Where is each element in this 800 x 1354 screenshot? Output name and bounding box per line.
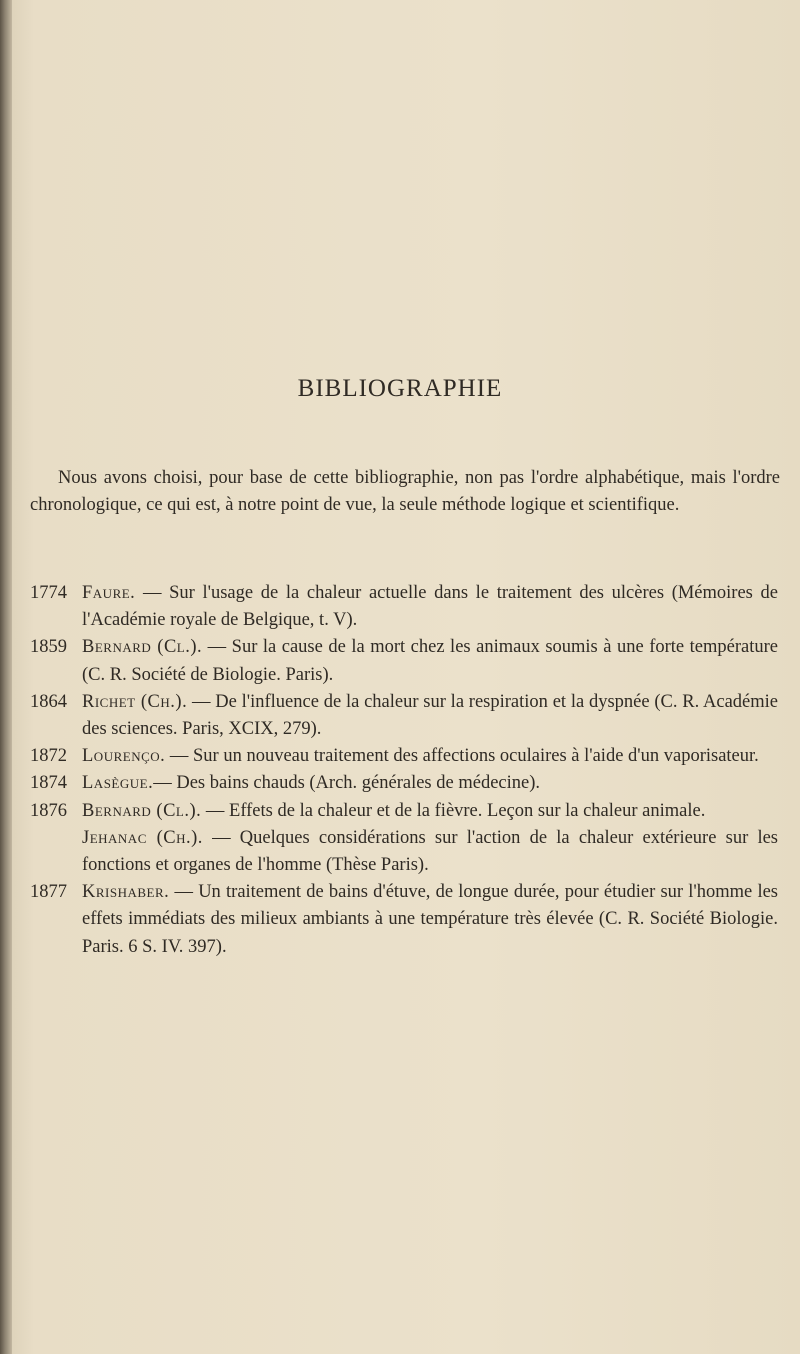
bibliography-entry <box>30 879 778 961</box>
entry-year: 1872 <box>30 746 67 767</box>
entry-author: Lourenço. <box>82 746 166 767</box>
bibliography-entry <box>30 770 778 797</box>
bibliography-entry <box>30 798 778 825</box>
page-binding-edge <box>0 0 12 1354</box>
bibliography-list <box>30 580 778 961</box>
entry-text: — Sur la cause de la mort chez les animaux soumis à une forte température (C. R. Société de Biologie. Paris). <box>82 637 778 685</box>
bibliography-entry <box>30 634 778 688</box>
intro-paragraph: Nous avons choisi, pour base de cette bibliographie, non pas l'ordre alphabétique, mais l'ordre chronologique, ce qui est, à notre point de vue, la seule méthode logique et scientifique. <box>30 468 780 515</box>
entry-year: 1774 <box>30 583 67 603</box>
entry-text: — De l'influence de la chaleur sur la respiration et la dyspnée (C. R. Académie des sciences. Paris, XCIX, 279). <box>82 691 778 740</box>
entry-text: — Effets de la chaleur et de la fièvre. Leçon sur la chaleur animale. <box>201 800 706 821</box>
entry-author: Faure. <box>82 583 136 603</box>
entry-author: Bernard (Cl.). <box>82 637 203 658</box>
bibliography-entry <box>30 825 778 879</box>
entry-text: — Sur un nouveau traitement des affections oculaires à l'aide d'un vaporisateur. <box>165 746 759 767</box>
entry-author: Jehanac (Ch.). <box>82 827 203 848</box>
entry-year: 1859 <box>30 637 67 658</box>
entry-year: 1864 <box>30 691 67 712</box>
entry-text: — Sur l'usage de la chaleur actuelle dans le traitement des ulcères (Mémoires de l'Académie royale de Belgique, t. V). <box>82 583 778 631</box>
entry-text: — Un traitement de bains d'étuve, de longue durée, pour étudier sur l'homme les effets immédiats des milieux ambiants à une température très élevée (C. R. Société Biologie. Paris. 6 S. IV. 397). <box>82 882 778 957</box>
entry-text: — Quelques considérations sur l'action de la chaleur extérieure sur les fonctions et organes de l'homme (Thèse Paris). <box>82 827 778 876</box>
entry-year: 1877 <box>30 882 67 903</box>
bibliography-entry <box>30 689 778 743</box>
entry-year: 1874 <box>30 773 67 794</box>
entry-text: — Des bains chauds (Arch. générales de médecine). <box>153 773 541 794</box>
entry-author: Lasègue. <box>82 773 154 794</box>
entry-author: Krishaber. <box>82 882 170 903</box>
bibliography-entry <box>30 743 778 770</box>
entry-author: Richet (Ch.). <box>82 691 188 712</box>
entry-author: Bernard (Cl.). <box>82 800 202 821</box>
bibliography-entry <box>30 580 778 634</box>
page-heading: BIBLIOGRAPHIE <box>297 375 503 402</box>
entry-year: 1876 <box>30 800 67 821</box>
